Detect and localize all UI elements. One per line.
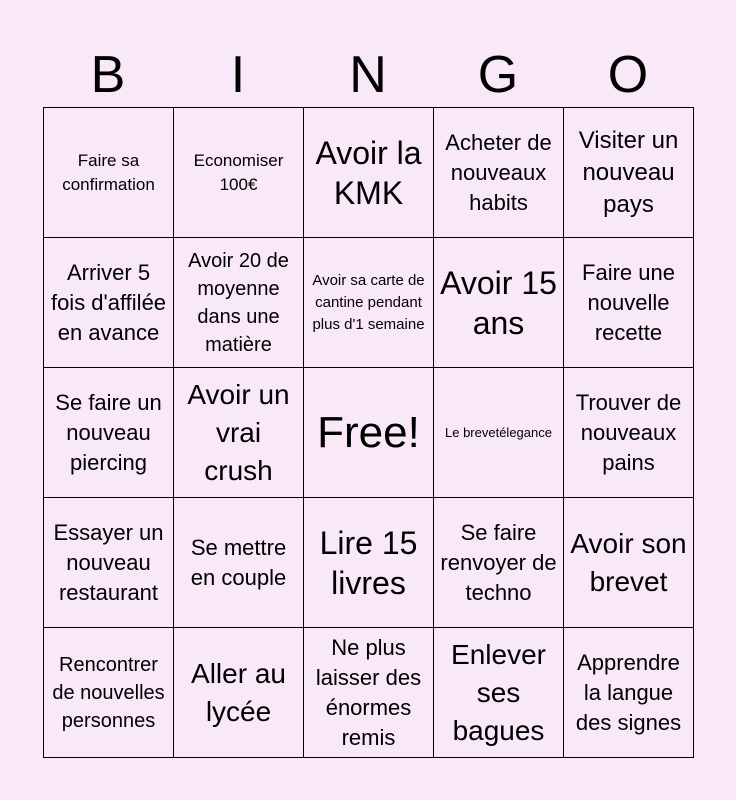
header-letter-b: B	[90, 46, 126, 104]
header-letter-o: O	[607, 46, 649, 104]
bingo-cell[interactable]: Se mettre en couple	[174, 498, 304, 628]
bingo-cell[interactable]: Ne plus laisser des énormes remis	[304, 628, 434, 758]
bingo-cell[interactable]: Se faire renvoyer de techno	[434, 498, 564, 628]
bingo-cell[interactable]: Se faire un nouveau piercing	[44, 368, 174, 498]
bingo-cell[interactable]: Visiter un nouveau pays	[564, 108, 694, 238]
bingo-cell[interactable]: Lire 15 livres	[304, 498, 434, 628]
bingo-cell[interactable]: Faire sa confirmation	[44, 108, 174, 238]
bingo-cell[interactable]: Aller au lycée	[174, 628, 304, 758]
bingo-cell[interactable]: Avoir sa carte de cantine pendant plus d'1 semaine	[304, 238, 434, 368]
bingo-grid	[43, 107, 694, 758]
bingo-cell[interactable]: Essayer un nouveau restaurant	[44, 498, 174, 628]
bingo-cell[interactable]: Avoir 15 ans	[434, 238, 564, 368]
free-cell[interactable]: Free!	[304, 368, 434, 498]
bingo-cell[interactable]: Trouver de nouveaux pains	[564, 368, 694, 498]
bingo-cell[interactable]: Le brevetélegance	[434, 368, 564, 498]
bingo-cell[interactable]: Enlever ses bagues	[434, 628, 564, 758]
bingo-cell[interactable]: Rencontrer de nouvelles personnes	[44, 628, 174, 758]
bingo-cell[interactable]: Avoir la KMK	[304, 108, 434, 238]
header-letter-i: I	[230, 46, 246, 104]
header-letter-n: N	[349, 46, 387, 104]
bingo-cell[interactable]: Economiser 100€	[174, 108, 304, 238]
bingo-cell[interactable]: Avoir son brevet	[564, 498, 694, 628]
header-letter-g: G	[477, 46, 519, 104]
bingo-cell[interactable]: Avoir 20 de moyenne dans une matière	[174, 238, 304, 368]
bingo-cell[interactable]: Arriver 5 fois d'affilée en avance	[44, 238, 174, 368]
bingo-cell[interactable]: Faire une nouvelle recette	[564, 238, 694, 368]
bingo-cell[interactable]: Apprendre la langue des signes	[564, 628, 694, 758]
bingo-cell[interactable]: Acheter de nouveaux habits	[434, 108, 564, 238]
bingo-header	[43, 44, 693, 106]
bingo-cell[interactable]: Avoir un vrai crush	[174, 368, 304, 498]
